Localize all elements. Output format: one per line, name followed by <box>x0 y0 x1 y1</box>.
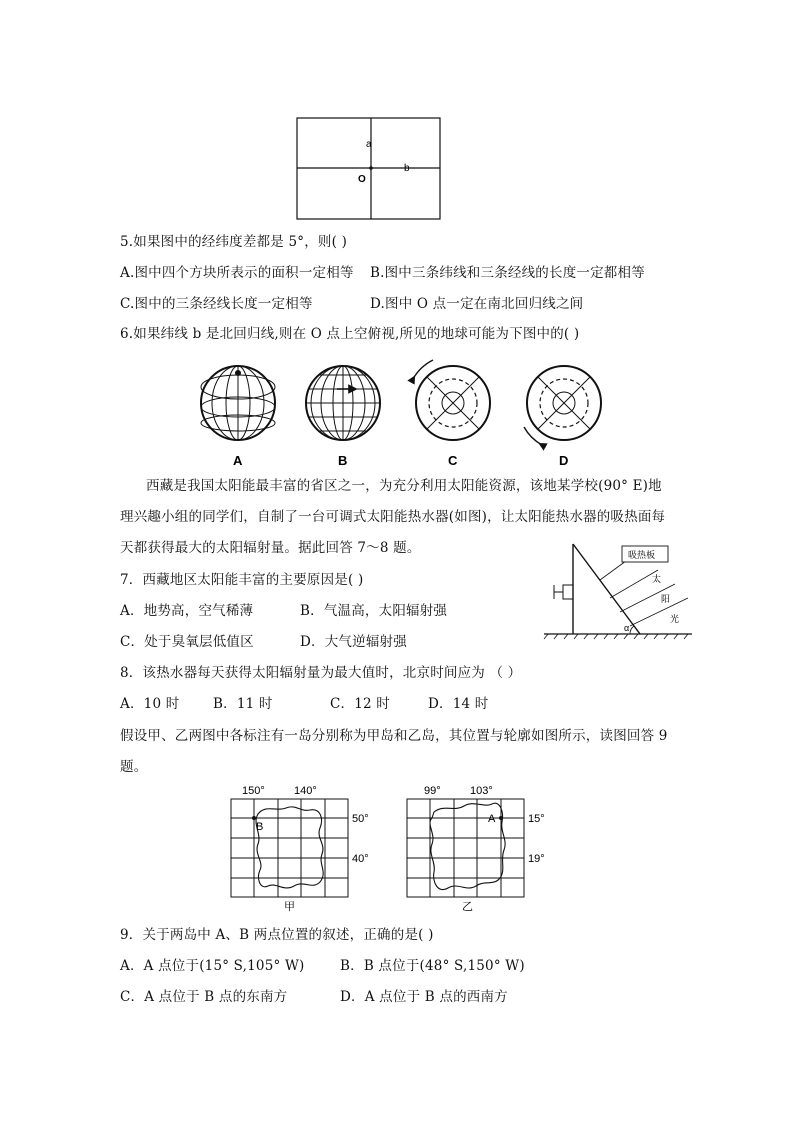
label-b: b <box>404 163 410 174</box>
q7-option-a[interactable]: A．地势高，空气稀薄 <box>120 603 254 619</box>
jia-point-b: B <box>256 821 264 833</box>
q7-option-d[interactable]: D．大气逆辐射强 <box>300 634 407 650</box>
globe-label-a: A <box>233 453 243 468</box>
globe-d <box>524 366 601 445</box>
q5-option-d[interactable]: D.图中 O 点一定在南北回归线之间 <box>370 296 584 312</box>
q9-option-a[interactable]: A．A 点位于(15° S,105° W) <box>120 958 305 974</box>
yi-lon-2: 103° <box>470 785 493 797</box>
q7-option-b[interactable]: B．气温高，太阳辐射强 <box>300 603 448 619</box>
yi-lat-1: 15° <box>528 813 545 825</box>
yi-lat-2: 19° <box>528 853 545 865</box>
q8-option-b[interactable]: B．11 时 <box>213 696 273 712</box>
q8-option-c[interactable]: C．12 时 <box>330 696 390 712</box>
jia-caption: 甲 <box>284 901 295 912</box>
lat-lon-grid-figure <box>296 117 442 221</box>
q8-option-a[interactable]: A．10 时 <box>120 696 180 712</box>
map-yi <box>404 782 554 912</box>
jia-lon-1: 150° <box>242 785 265 797</box>
q7-stem: 7．西藏地区太阳能丰富的主要原因是( ) <box>120 572 364 588</box>
q9-stem: 9．关于两岛中 A、B 两点位置的叙述，正确的是( ) <box>120 927 434 943</box>
globe-c <box>413 360 490 440</box>
map-jia <box>228 782 378 912</box>
globe-label-c: C <box>448 453 458 468</box>
solar-heater-figure <box>540 540 700 640</box>
q8-option-d[interactable]: D．14 时 <box>428 696 489 712</box>
q9-option-d[interactable]: D．A 点位于 B 点的西南方 <box>340 989 508 1005</box>
yi-lon-1: 99° <box>424 785 441 797</box>
yi-point-a: A <box>488 813 496 825</box>
intro78-line2: 理兴趣小组的同学们，自制了一台可调式太阳能热水器(如图)，让太阳能热水器的吸热面每 <box>120 509 666 525</box>
intro78-line1: 西藏是我国太阳能最丰富的省区之一，为充分利用太阳能资源，该地某学校(90° E)地 <box>146 478 662 494</box>
sun-char-1: 太 <box>652 574 662 584</box>
q8-stem: 8．该热水器每天获得太阳辐射量为最大值时，北京时间应为 （ ） <box>120 665 522 681</box>
jia-lat-2: 40° <box>352 853 369 865</box>
q6-stem: 6.如果纬线 b 是北回归线,则在 O 点上空俯视,所见的地球可能为下图中的( ) <box>120 326 580 342</box>
intro9-line2: 题。 <box>120 759 148 775</box>
panel-label: 吸热板 <box>628 550 656 560</box>
globe-b <box>306 366 380 440</box>
q5-option-c[interactable]: C.图中的三条经线长度一定相等 <box>120 296 313 312</box>
globes-figure <box>195 357 615 469</box>
q9-option-c[interactable]: C．A 点位于 B 点的东南方 <box>120 989 288 1005</box>
label-o: O <box>358 174 366 185</box>
globe-a <box>201 366 275 440</box>
q5-option-b[interactable]: B.图中三条纬线和三条经线的长度一定都相等 <box>370 265 645 281</box>
q5-option-a[interactable]: A.图中四个方块所表示的面积一定相等 <box>120 265 354 281</box>
yi-caption: 乙 <box>462 901 473 912</box>
angle-alpha: α <box>624 623 630 633</box>
q7-option-c[interactable]: C．处于臭氧层低值区 <box>120 634 254 650</box>
sun-char-3: 光 <box>670 614 680 624</box>
sun-char-2: 阳 <box>661 594 671 604</box>
jia-lon-2: 140° <box>294 785 317 797</box>
intro9-line1: 假设甲、乙两图中各标注有一岛分别称为甲岛和乙岛，其位置与轮廓如图所示，读图回答 9 <box>120 728 668 744</box>
globe-label-d: D <box>559 453 569 468</box>
globe-label-b: B <box>338 453 348 468</box>
jia-lat-1: 50° <box>352 813 369 825</box>
q9-option-b[interactable]: B．B 点位于(48° S,150° W) <box>340 958 525 974</box>
q5-stem: 5.如果图中的经纬度差都是 5°，则( ) <box>120 234 348 250</box>
label-a: a <box>366 139 372 150</box>
intro78-line3: 天都获得最大的太阳辐射量。据此回答 7～8 题。 <box>120 540 421 556</box>
